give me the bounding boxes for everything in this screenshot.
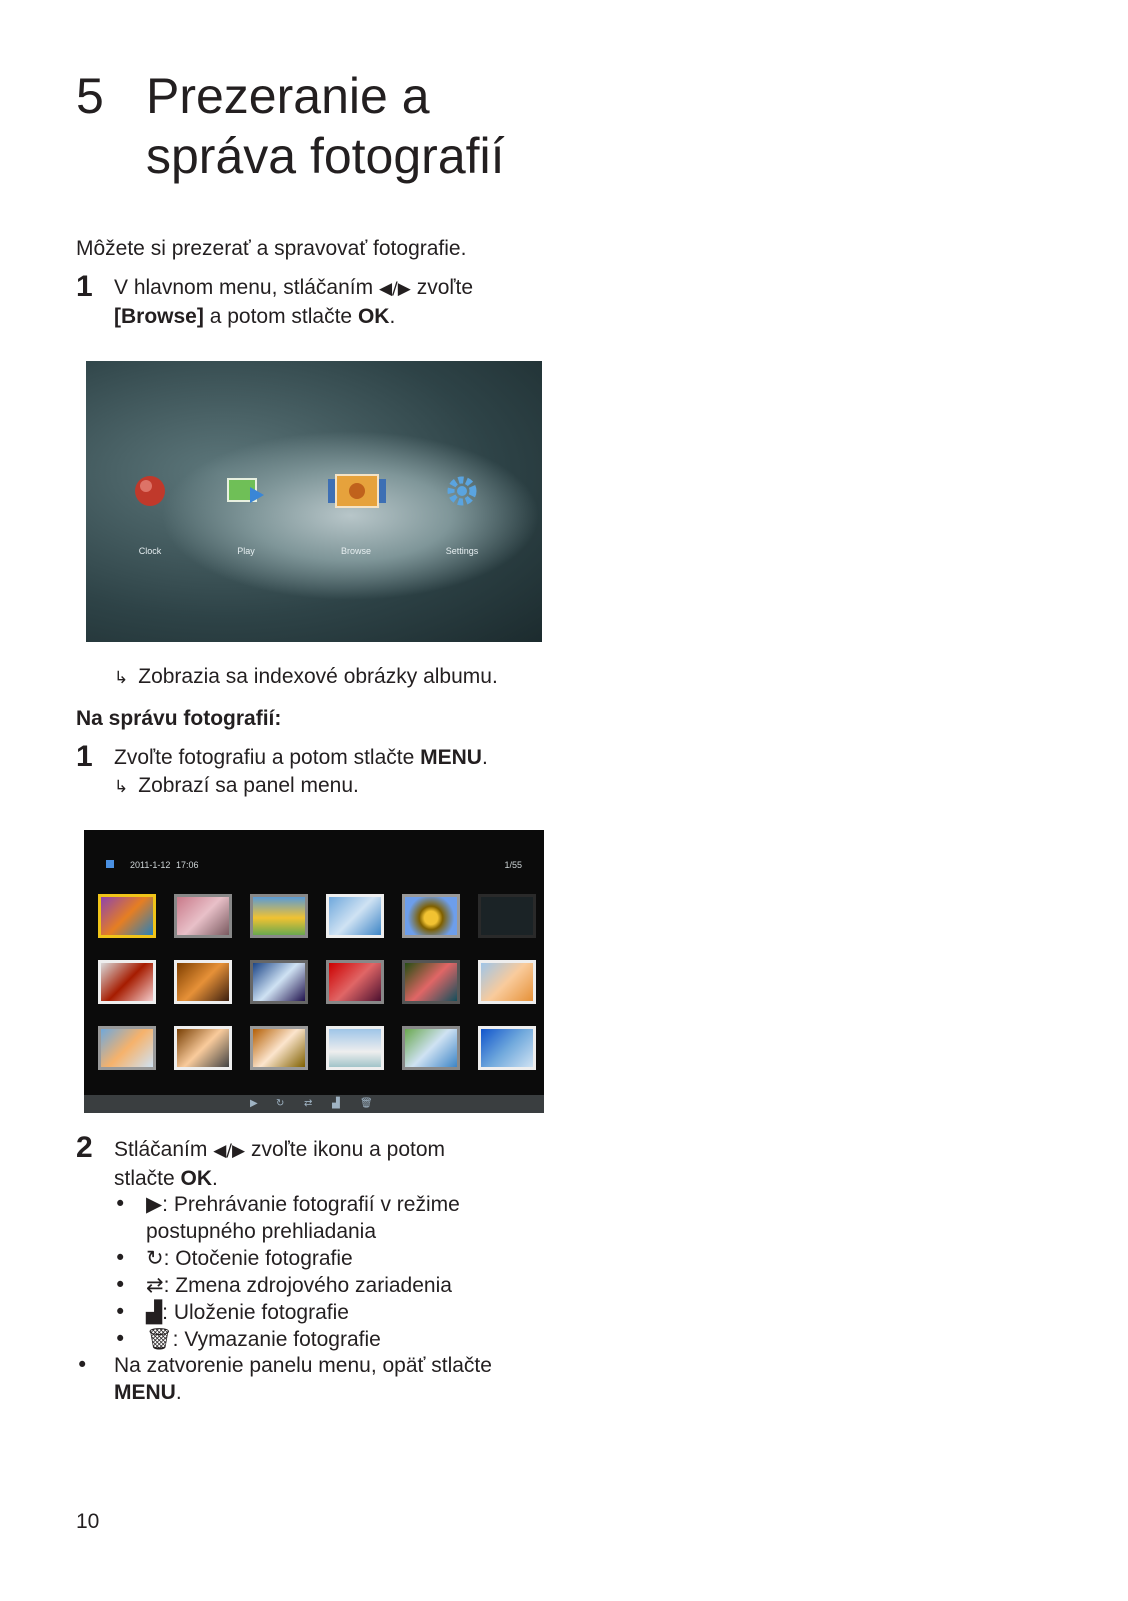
- delete-icon: 🗑: [360, 1098, 373, 1109]
- photo-thumbnail: [98, 1026, 156, 1070]
- list-item: [114, 1245, 554, 1272]
- menu-step-result: Zobrazí sa panel menu.: [138, 774, 359, 797]
- list-item: [114, 1326, 554, 1353]
- photo-thumbnail: [326, 894, 384, 938]
- page-number: 10: [76, 1510, 100, 1533]
- chapter-title: [146, 66, 666, 186]
- photo-thumbnail: [174, 1026, 232, 1070]
- menu-panel-bar: [84, 1095, 544, 1113]
- step1-dot: .: [389, 305, 396, 328]
- menu-label-browse: Browse: [340, 546, 371, 556]
- close-menu-dot: .: [175, 1381, 182, 1404]
- source-icon: ⇄: [304, 1098, 313, 1109]
- play-icon: [224, 471, 264, 511]
- photo-thumbnail: [250, 1026, 308, 1070]
- screen-time: 17:06: [176, 860, 199, 870]
- list-item: [114, 1191, 554, 1245]
- step-number: 2: [76, 1131, 93, 1164]
- step2-text-a: Stláčaním: [114, 1138, 208, 1161]
- photo-thumbnail: [402, 894, 460, 938]
- section-heading: Na správu fotografií:: [76, 707, 282, 730]
- ok-label: OK: [180, 1167, 213, 1190]
- step-number: 1: [76, 740, 93, 773]
- nav-arrows-icon: ◀/▶: [378, 279, 411, 299]
- photo-thumbnail: [478, 894, 536, 938]
- step1-text-b: zvoľte: [416, 276, 474, 299]
- menu-label: MENU: [420, 746, 482, 769]
- bullet: •: [114, 1246, 127, 1270]
- source-icon: [106, 860, 114, 868]
- rotate-icon: ↻: [276, 1098, 285, 1109]
- result-text: [114, 663, 498, 692]
- photo-counter: 1/55: [504, 860, 522, 870]
- step2-text: [114, 1136, 554, 1193]
- step2-dot: .: [212, 1167, 218, 1190]
- menu-label: MENU: [114, 1381, 176, 1404]
- nav-arrows-icon: ◀/▶: [213, 1141, 246, 1161]
- list-item-text: : Prehrávanie fotografií v režime postupného prehliadania: [146, 1193, 460, 1243]
- photo-thumbnail: [478, 960, 536, 1004]
- list-item-text: : Zmena zdrojového zariadenia: [163, 1274, 452, 1297]
- step-number: 1: [76, 270, 93, 303]
- result-arrow-icon: ↳: [114, 777, 129, 797]
- list-item-text: : Uloženie fotografie: [162, 1301, 349, 1324]
- result-arrow-icon: ↳: [114, 668, 129, 688]
- browse-icon: [326, 471, 386, 511]
- step1-text-a: V hlavnom menu, stláčaním: [114, 276, 374, 299]
- rotate-icon: ↻: [146, 1246, 164, 1270]
- screen-date: 2011-1-12: [130, 860, 171, 870]
- list-item: [114, 1272, 554, 1299]
- browse-label: [Browse]: [114, 305, 204, 328]
- result1-text: Zobrazia sa indexové obrázky albumu.: [138, 665, 498, 688]
- photo-thumbnail: [326, 960, 384, 1004]
- photo-thumbnail: [174, 960, 232, 1004]
- step2-text-b: zvoľte ikonu a potom: [250, 1138, 446, 1161]
- gear-icon: [442, 471, 482, 511]
- photo-thumbnail: [402, 960, 460, 1004]
- play-icon: ▶: [146, 1192, 163, 1216]
- play-icon: ▶: [250, 1098, 258, 1109]
- menu-icon-list: [114, 1191, 554, 1353]
- photo-thumbnail: [98, 894, 156, 938]
- list-item-text: : Vymazanie fotografie: [172, 1328, 381, 1351]
- step1-text-c: a potom stlačte: [209, 305, 353, 328]
- bullet: •: [114, 1273, 127, 1297]
- ok-label: OK: [357, 305, 390, 328]
- chapter-title-line1: Prezeranie a: [146, 68, 430, 124]
- menu-step-text-a: Zvoľte fotografiu a potom stlačte: [114, 746, 415, 769]
- photo-thumbnail: [98, 960, 156, 1004]
- save-icon: ▟: [332, 1098, 340, 1109]
- list-item-text: : Otočenie fotografie: [163, 1247, 353, 1270]
- delete-icon: 🗑: [146, 1327, 173, 1351]
- close-menu-item: [76, 1352, 556, 1406]
- save-icon: ▟: [146, 1300, 163, 1324]
- step1-text: [114, 274, 554, 331]
- source-icon: ⇄: [146, 1273, 164, 1297]
- list-item: [76, 1352, 556, 1406]
- thumbnail-grid-screenshot: [84, 830, 544, 1113]
- list-item: [114, 1299, 554, 1326]
- photo-thumbnail: [174, 894, 232, 938]
- menu-label-settings: Settings: [445, 546, 479, 556]
- main-menu-screenshot: [86, 361, 542, 642]
- menu-label-clock: Clock: [138, 546, 162, 556]
- photo-thumbnail: [478, 1026, 536, 1070]
- menu-step-text: [114, 744, 554, 801]
- menu-label-play: Play: [237, 546, 255, 556]
- menu-step-dot: .: [481, 746, 488, 769]
- bullet: •: [76, 1353, 89, 1377]
- close-menu-text: Na zatvorenie panelu menu, opäť stlačte: [114, 1354, 492, 1377]
- chapter-title-line2: správa fotografií: [146, 128, 505, 184]
- photo-thumbnail: [250, 960, 308, 1004]
- photo-thumbnail: [326, 1026, 384, 1070]
- photo-thumbnail: [250, 894, 308, 938]
- step2-text-c: stlačte: [114, 1167, 175, 1190]
- bullet: •: [114, 1327, 127, 1351]
- clock-icon: [130, 471, 170, 511]
- bullet: •: [114, 1192, 127, 1216]
- intro-text: Môžete si prezerať a spravovať fotografie.: [76, 237, 467, 260]
- photo-thumbnail: [402, 1026, 460, 1070]
- chapter-number: 5: [76, 68, 104, 124]
- bullet: •: [114, 1300, 127, 1324]
